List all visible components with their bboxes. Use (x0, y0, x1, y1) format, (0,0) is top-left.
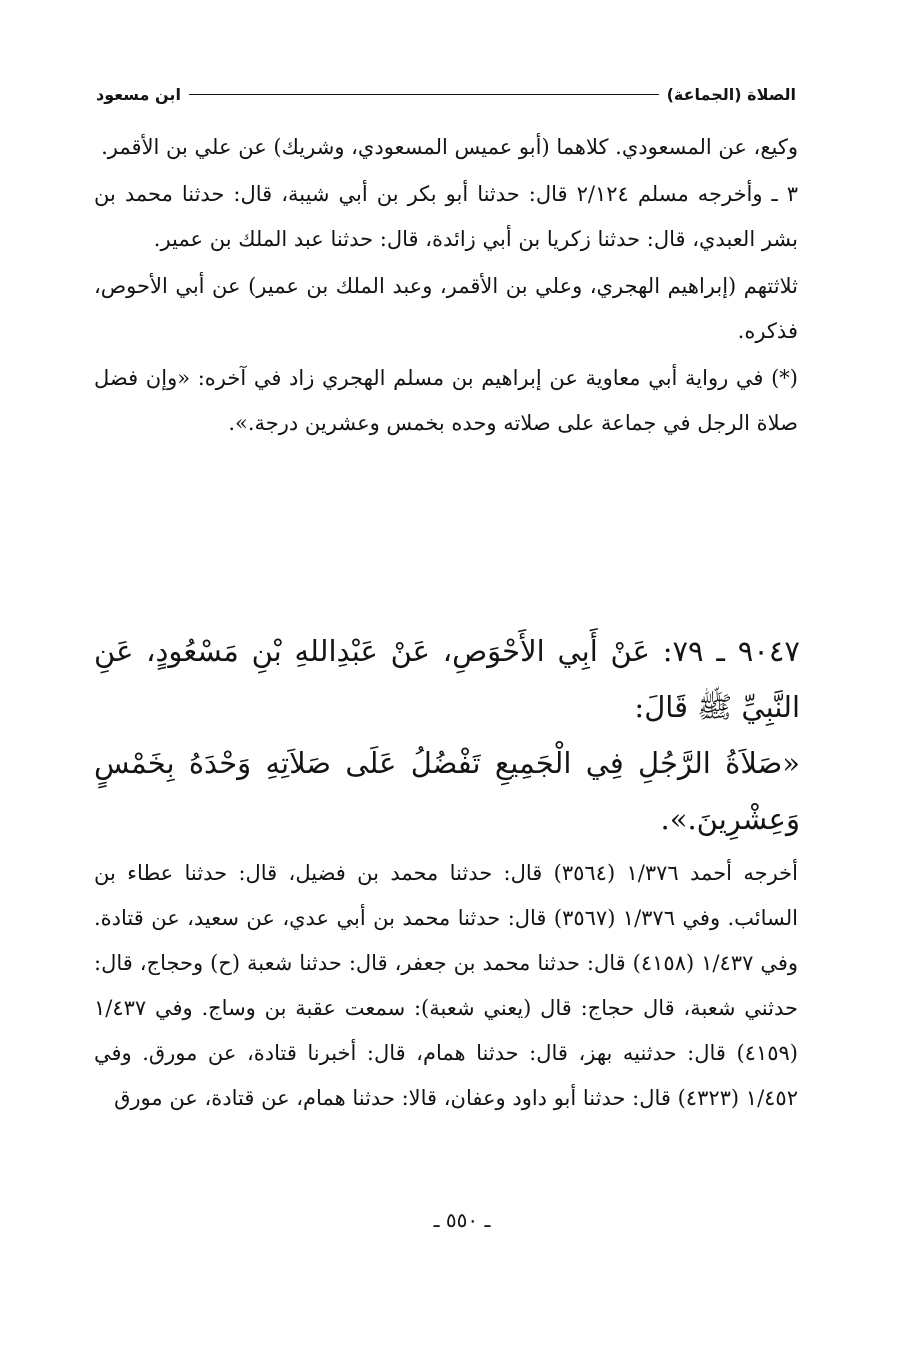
paragraph: ٣ ـ وأخرجه مسلم ٢/١٢٤ قال: حدثنا أبو بكر بن أبي شيبة، قال: حدثنا محمد بن بشر العبدي، قال: حدثنا زكريا بن أبي زائدة، قال: حدثنا عبد الملك بن عمير. (94, 182, 798, 251)
takhrij-top-block (94, 125, 798, 446)
takhrij-bottom-block (94, 851, 798, 1121)
paragraph: ثلاثتهم (إبراهيم الهجري، وعلي بن الأقمر، وعبد الملك بن عمير) عن أبي الأحوص، فذكره. (94, 274, 798, 343)
header-rule (189, 94, 659, 95)
running-header (96, 80, 796, 108)
page-number: ـ ٥٥٠ ـ (433, 1208, 491, 1232)
paragraph: وكيع، عن المسعودي. كلاهما (أبو عميس المسعودي، وشريك) عن علي بن الأقمر. (101, 135, 798, 159)
hadith-matn: «صَلاَةُ الرَّجُلِ فِي الْجَمِيعِ تَفْضُلُ عَلَى صَلاَتِهِ وَحْدَهُ بِخَمْسٍ وَعِشْرِينَ.». (94, 746, 800, 836)
paragraph: أخرجه أحمد ١/٣٧٦ (٣٥٦٤) قال: حدثنا محمد بن فضيل، قال: حدثنا عطاء بن السائب. وفي ١/٣٧٦ (٣٥٦٧) قال: حدثنا محمد بن أبي عدي، عن سعيد، عن قتادة. وفي ١/٤٣٧ (٤١٥٨) قال: حدثنا محمد بن جعفر، قال: حدثنا شعبة (ح) وحجاج، قال: حدثني شعبة، قال حجاج: قال (يعني شعبة): سمعت عقبة بن وساج. وفي ١/٤٣٧ (٤١٥٩) قال: حدثنيه بهز، قال: حدثنا همام، قال: أخبرنا قتادة، عن مورق. وفي ١/٤٥٢ (٤٣٢٣) قال: حدثنا أبو داود وعفان، قالا: حدثنا همام، عن قتادة، عن مورق (94, 861, 799, 1110)
header-section-title: ابن مسعود (96, 84, 181, 104)
hadith-text (94, 623, 800, 847)
hadith-isnad: ٩٠٤٧ ـ ٧٩: عَنْ أَبِي الأَحْوَصِ، عَنْ عَبْدِاللهِ بْنِ مَسْعُودٍ، عَنِ النَّبِيِّ ﷺ قَالَ: (94, 634, 801, 724)
header-chapter-title: الصلاة (الجماعة) (666, 84, 796, 104)
footnote-paragraph: (*) في رواية أبي معاوية عن إبراهيم بن مسلم الهجري زاد في آخره: «وإن فضل صلاة الرجل في جماعة على صلاته وحده بخمس وعشرين درجة.». (94, 366, 798, 435)
